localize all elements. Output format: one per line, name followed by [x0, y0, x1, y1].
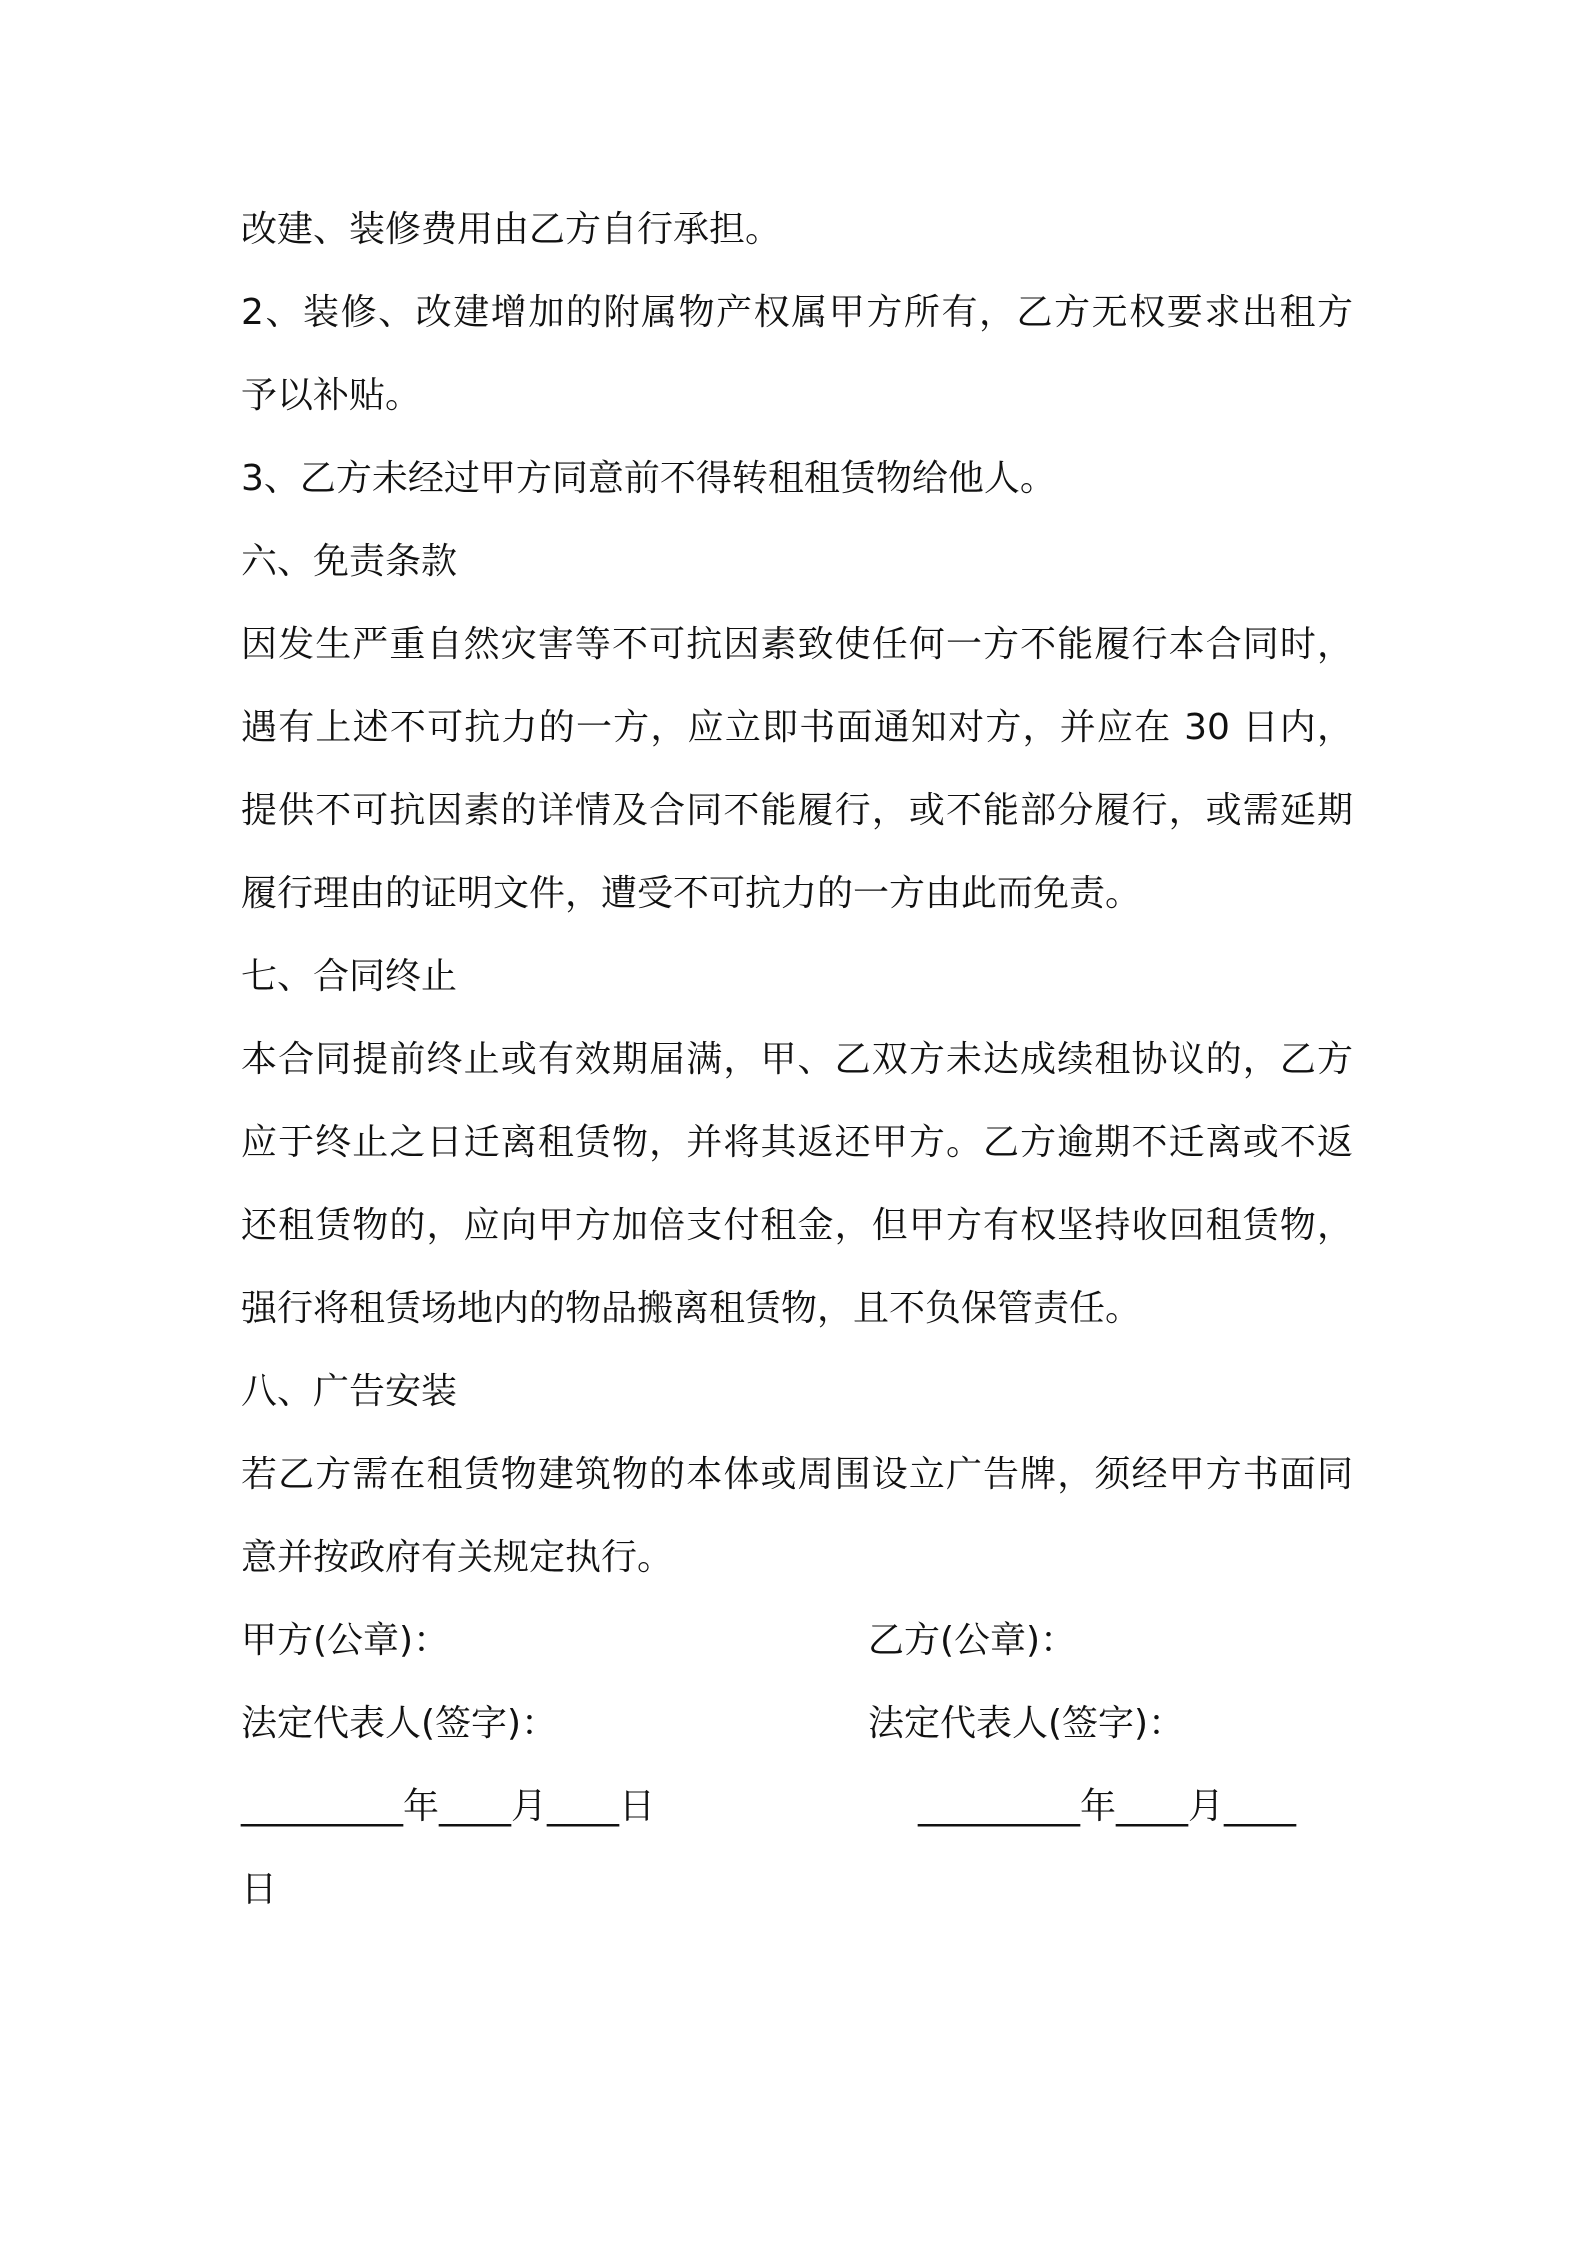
- section-heading-8: 八、广告安装: [241, 1371, 458, 1412]
- text-line-4: 3、乙方未经过甲方同意前不得转租租赁物给他人。: [241, 458, 1056, 499]
- text-line-7: 遇有上述不可抗力的一方，应立即书面通知对方，并应在 30 日内，: [241, 707, 1353, 748]
- text-line-2: 2、装修、改建增加的附属物产权属甲方所有，乙方无权要求出租方: [241, 292, 1353, 333]
- party-a-date-line: _________年____月____日: [241, 1786, 655, 1827]
- text-line-8: 提供不可抗因素的详情及合同不能履行，或不能部分履行，或需延期: [241, 790, 1353, 831]
- party-b-seal-label: 乙方(公章)：: [868, 1620, 1077, 1661]
- text-line-17: 意并按政府有关规定执行。: [241, 1537, 674, 1578]
- text-line-9: 履行理由的证明文件，遭受不可抗力的一方由此而免责。: [241, 873, 1142, 914]
- text-line-12: 应于终止之日迁离租赁物，并将其返还甲方。乙方逾期不迁离或不返: [241, 1122, 1353, 1163]
- text-line-11: 本合同提前终止或有效期届满，甲、乙双方未达成续租协议的，乙方: [241, 1039, 1353, 1080]
- text-line-13: 还租赁物的，应向甲方加倍支付租金，但甲方有权坚持收回租赁物，: [241, 1205, 1353, 1246]
- text-line-3: 予以补贴。: [241, 375, 422, 416]
- text-line-16: 若乙方需在租赁物建筑物的本体或周围设立广告牌，须经甲方书面同: [241, 1454, 1353, 1495]
- section-heading-6: 六、免责条款: [241, 541, 458, 582]
- section-heading-7: 七、合同终止: [241, 956, 458, 997]
- party-a-seal-label: 甲方(公章)：: [241, 1620, 450, 1661]
- party-b-representative-label: 法定代表人(签字)：: [868, 1703, 1185, 1744]
- party-b-date-line: _________年____月____: [918, 1786, 1296, 1827]
- party-b-date-day: 日: [241, 1869, 278, 1910]
- text-line-14: 强行将租赁场地内的物品搬离租赁物，且不负保管责任。: [241, 1288, 1142, 1329]
- text-line-6: 因发生严重自然灾害等不可抗因素致使任何一方不能履行本合同时，: [241, 624, 1353, 665]
- text-line-1: 改建、装修费用由乙方自行承担。: [241, 209, 782, 250]
- party-a-representative-label: 法定代表人(签字)：: [241, 1703, 558, 1744]
